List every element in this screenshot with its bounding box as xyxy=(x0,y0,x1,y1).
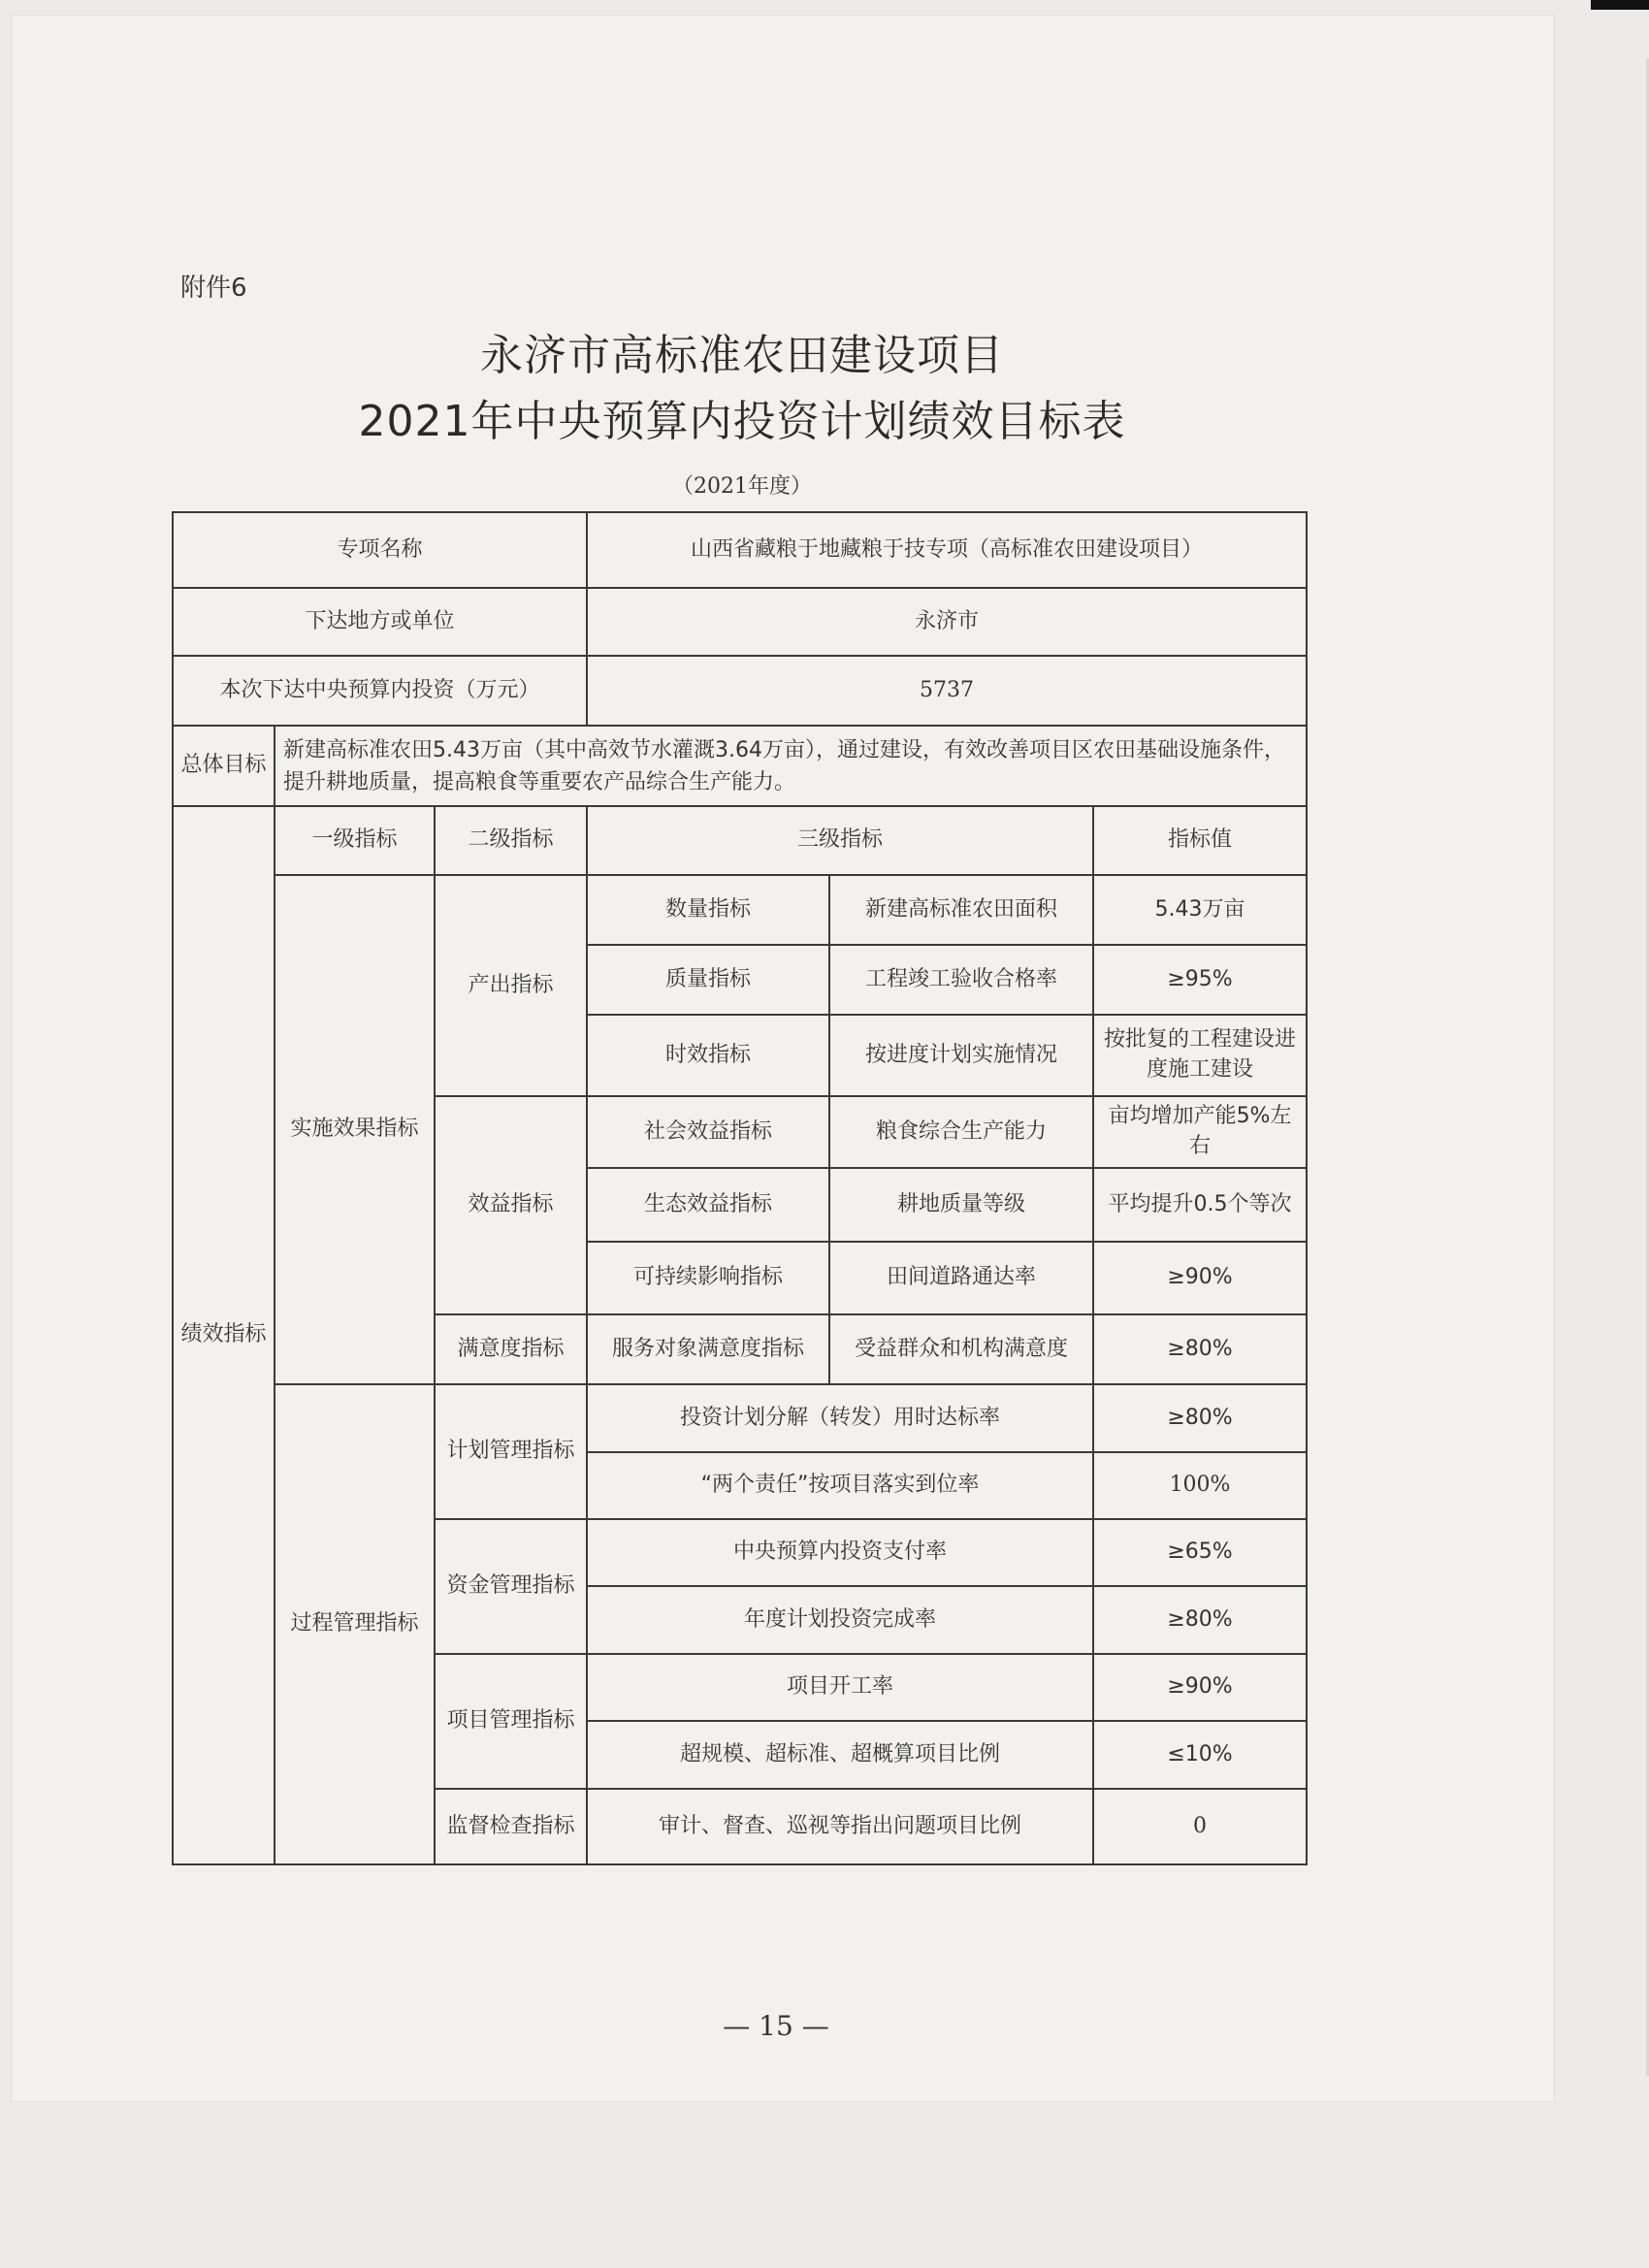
table-row xyxy=(173,875,1307,945)
output-item-area: 新建高标准农田面积 xyxy=(829,875,1093,945)
plan-item-responsibility: “两个责任”按项目落实到位率 xyxy=(587,1452,1093,1519)
supervision-value: 0 xyxy=(1093,1789,1307,1864)
benefit-item-road: 田间道路通达率 xyxy=(829,1242,1093,1314)
project-item-start: 项目开工率 xyxy=(587,1654,1093,1721)
table-row xyxy=(173,588,1307,656)
supervision-item: 审计、督查、巡视等指出问题项目比例 xyxy=(587,1789,1093,1864)
satisfaction-sub: 服务对象满意度指标 xyxy=(587,1314,829,1384)
benefit-item-soil: 耕地质量等级 xyxy=(829,1168,1093,1242)
project-mgmt-label: 项目管理指标 xyxy=(435,1654,587,1789)
output-indicator-label: 产出指标 xyxy=(435,875,587,1096)
satisfaction-indicator-label: 满意度指标 xyxy=(435,1314,587,1384)
header-row xyxy=(173,806,1307,875)
document-subtitle: 2021年中央预算内投资计划绩效目标表 xyxy=(358,397,1126,446)
document-year: （2021年度） xyxy=(672,474,812,499)
supervision-label: 监督检查指标 xyxy=(435,1789,587,1864)
level1-implementation: 实施效果指标 xyxy=(275,875,435,1384)
header-value: 指标值 xyxy=(1093,806,1307,875)
fund-value-completion: ≥80% xyxy=(1093,1586,1307,1654)
goal-value: 新建高标准农田5.43万亩（其中高效节水灌溉3.64万亩），通过建设，有效改善项目区农田基础设施条件，提升耕地质量，提高粮食等重要农产品综合生产能力。 xyxy=(275,726,1307,806)
header-level1: 一级指标 xyxy=(275,806,435,875)
project-value-overrun: ≤10% xyxy=(1093,1721,1307,1789)
plan-mgmt-label: 计划管理指标 xyxy=(435,1384,587,1519)
fund-mgmt-label: 资金管理指标 xyxy=(435,1519,587,1654)
fund-value-payment: ≥65% xyxy=(1093,1519,1307,1586)
table-row xyxy=(173,1384,1307,1452)
output-item-acceptance: 工程竣工验收合格率 xyxy=(829,945,1093,1015)
benefit-indicator-label: 效益指标 xyxy=(435,1096,587,1314)
benefit-value-grain: 亩均增加产能5%左右 xyxy=(1093,1096,1307,1168)
output-sub-quantity: 数量指标 xyxy=(587,875,829,945)
output-value-schedule: 按批复的工程建设进度施工建设 xyxy=(1093,1015,1307,1096)
benefit-value-soil: 平均提升0.5个等次 xyxy=(1093,1168,1307,1242)
fund-item-payment: 中央预算内投资支付率 xyxy=(587,1519,1093,1586)
plan-value-responsibility: 100% xyxy=(1093,1452,1307,1519)
benefit-sub-ecological: 生态效益指标 xyxy=(587,1168,829,1242)
output-item-schedule: 按进度计划实施情况 xyxy=(829,1015,1093,1096)
satisfaction-value: ≥80% xyxy=(1093,1314,1307,1384)
attachment-label: 附件6 xyxy=(180,274,247,303)
table-row xyxy=(173,512,1307,588)
plan-value-dispatch: ≥80% xyxy=(1093,1384,1307,1452)
unit-label: 下达地方或单位 xyxy=(173,588,587,656)
project-name-label: 专项名称 xyxy=(173,512,587,588)
project-value-start: ≥90% xyxy=(1093,1654,1307,1721)
header-level2: 二级指标 xyxy=(435,806,587,875)
plan-item-dispatch: 投资计划分解（转发）用时达标率 xyxy=(587,1384,1093,1452)
project-name-value: 山西省藏粮于地藏粮于技专项（高标准农田建设项目） xyxy=(587,512,1307,588)
scan-corner-mark xyxy=(1591,0,1649,10)
page-number: — 15 — xyxy=(723,2010,829,2042)
project-item-overrun: 超规模、超标准、超概算项目比例 xyxy=(587,1721,1093,1789)
header-level3: 三级指标 xyxy=(587,806,1093,875)
benefit-value-road: ≥90% xyxy=(1093,1242,1307,1314)
investment-label: 本次下达中央预算内投资（万元） xyxy=(173,656,587,726)
output-sub-timeliness: 时效指标 xyxy=(587,1015,829,1096)
fund-item-completion: 年度计划投资完成率 xyxy=(587,1586,1093,1654)
table-row xyxy=(173,656,1307,726)
goal-label: 总体目标 xyxy=(173,726,275,806)
output-sub-quality: 质量指标 xyxy=(587,945,829,1015)
output-value-area: 5.43万亩 xyxy=(1093,875,1307,945)
investment-value: 5737 xyxy=(587,656,1307,726)
output-value-acceptance: ≥95% xyxy=(1093,945,1307,1015)
document-title: 永济市高标准农田建设项目 xyxy=(480,331,1004,380)
performance-table xyxy=(172,511,1308,1865)
unit-value: 永济市 xyxy=(587,588,1307,656)
performance-section-label: 绩效指标 xyxy=(173,806,275,1864)
level1-process: 过程管理指标 xyxy=(275,1384,435,1864)
benefit-item-grain: 粮食综合生产能力 xyxy=(829,1096,1093,1168)
benefit-sub-social: 社会效益指标 xyxy=(587,1096,829,1168)
benefit-sub-sustainable: 可持续影响指标 xyxy=(587,1242,829,1314)
satisfaction-item: 受益群众和机构满意度 xyxy=(829,1314,1093,1384)
table-row xyxy=(173,726,1307,806)
